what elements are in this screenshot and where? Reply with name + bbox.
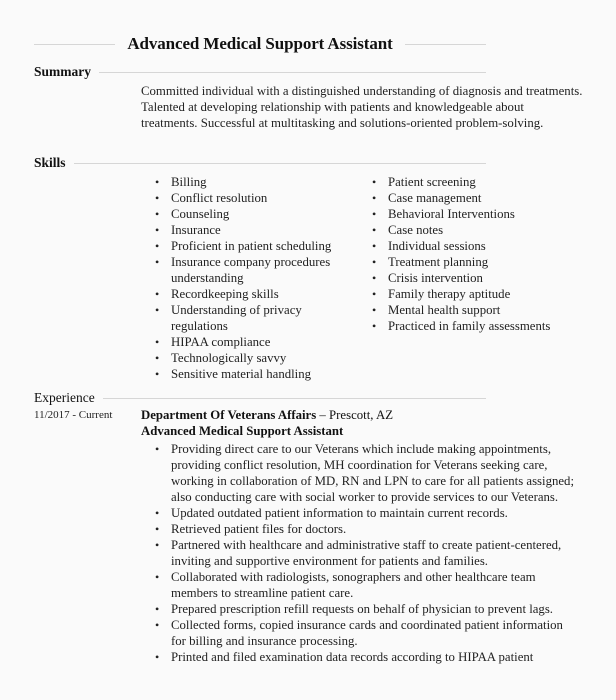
bullet-icon: •	[155, 191, 160, 205]
bullet-icon: •	[372, 175, 377, 189]
bullet-icon: •	[155, 570, 160, 584]
skills-heading: Skills	[34, 155, 66, 170]
skill-item-text: Sensitive material handling	[171, 367, 312, 381]
skill-item-text: Counseling	[171, 207, 230, 221]
job-bullet-text: Collaborated with radiologists, sonographers and other healthcare team members to streamline patient care.	[171, 570, 536, 600]
skill-item	[368, 222, 588, 238]
bullet-icon: •	[372, 223, 377, 237]
skill-item	[151, 206, 351, 222]
skills-section-header	[34, 155, 486, 171]
job-employer: Department Of Veterans Affairs	[141, 408, 317, 422]
skill-item-text: Crisis intervention	[388, 271, 483, 285]
skills-column-right	[368, 174, 588, 334]
bullet-icon: •	[155, 287, 160, 301]
skill-item	[151, 366, 351, 382]
job-dates: 11/2017 - Current	[34, 409, 113, 421]
job-employer-line	[141, 408, 393, 423]
job-bullet	[151, 601, 581, 617]
skill-item-text: Case management	[388, 191, 482, 205]
skill-item-text: Conflict resolution	[171, 191, 268, 205]
job-responsibilities	[151, 441, 581, 665]
summary-rule	[99, 72, 486, 73]
job-bullet-text: Printed and filed examination data records according to HIPAA patient	[171, 650, 534, 664]
skill-item-text: Patient screening	[388, 175, 476, 189]
bullet-icon: •	[155, 618, 160, 632]
skill-item-text: Mental health support	[388, 303, 501, 317]
employer-separator: –	[319, 408, 326, 422]
bullet-icon: •	[372, 191, 377, 205]
skill-item-text: Technologically savvy	[171, 351, 287, 365]
job-bullet	[151, 505, 581, 521]
skills-rule	[74, 163, 486, 164]
skill-item	[368, 270, 588, 286]
skill-item	[151, 190, 351, 206]
job-bullet-text: Partnered with healthcare and administrative staff to create patient-centered, inviting and supportive environment for patients and families.	[171, 538, 562, 568]
summary-text: Committed individual with a distinguished understanding of diagnosis and treatments. Talented at developing relationship with patients and knowledgeable about treatments. Successful at multitasking and solutions-oriented problem-solving.	[141, 84, 583, 130]
skill-item-text: HIPAA compliance	[171, 335, 271, 349]
bullet-icon: •	[155, 650, 160, 664]
bullet-icon: •	[155, 538, 160, 552]
bullet-icon: •	[155, 522, 160, 536]
skills-list-right	[368, 174, 588, 334]
bullet-icon: •	[372, 255, 377, 269]
bullet-icon: •	[372, 271, 377, 285]
bullet-icon: •	[372, 319, 377, 333]
skill-item	[368, 318, 588, 334]
skill-item	[151, 254, 351, 286]
skill-item	[151, 334, 351, 350]
skills-column-left	[151, 174, 351, 382]
skill-item	[151, 174, 351, 190]
job-bullet	[151, 569, 581, 601]
resume-title: Advanced Medical Support Assistant	[127, 34, 393, 53]
skill-item	[368, 286, 588, 302]
bullet-icon: •	[155, 239, 160, 253]
job-bullet-text: Prepared prescription refill requests on behalf of physician to prevent lags.	[171, 602, 554, 616]
job-bullet	[151, 649, 581, 665]
bullet-icon: •	[155, 255, 160, 269]
experience-section-header	[34, 390, 486, 406]
experience-heading: Experience	[34, 390, 95, 405]
skill-item-text: Treatment planning	[388, 255, 489, 269]
bullet-icon: •	[155, 367, 160, 381]
bullet-icon: •	[155, 442, 160, 456]
skill-item-text: Case notes	[388, 223, 444, 237]
skill-item-text: Proficient in patient scheduling	[171, 239, 332, 253]
skill-item-text: Individual sessions	[388, 239, 486, 253]
bullet-icon: •	[372, 287, 377, 301]
title-rule-right	[405, 44, 486, 45]
skill-item	[368, 254, 588, 270]
skill-item	[368, 190, 588, 206]
job-bullet-text: Collected forms, copied insurance cards and coordinated patient information for billing and insurance processing.	[171, 618, 563, 648]
skill-item-text: Billing	[171, 175, 207, 189]
bullet-icon: •	[155, 602, 160, 616]
bullet-icon: •	[155, 506, 160, 520]
skill-item-text: Family therapy aptitude	[388, 287, 511, 301]
job-bullet-text: Retrieved patient files for doctors.	[171, 522, 347, 536]
job-title: Advanced Medical Support Assistant	[141, 424, 344, 438]
skills-list-left	[151, 174, 351, 382]
skill-item	[368, 174, 588, 190]
skill-item-text: Behavioral Interventions	[388, 207, 515, 221]
experience-rule	[103, 398, 486, 399]
skill-item	[368, 302, 588, 318]
bullet-icon: •	[372, 239, 377, 253]
title-rule-left	[34, 44, 115, 45]
skill-item	[151, 286, 351, 302]
job-bullet	[151, 441, 581, 505]
skill-item	[151, 302, 351, 334]
skill-item	[368, 206, 588, 222]
job-bullet	[151, 537, 581, 569]
job-bullet-list	[151, 441, 581, 665]
skill-item-text: Recordkeeping skills	[171, 287, 279, 301]
bullet-icon: •	[155, 351, 160, 365]
job-bullet-text: Providing direct care to our Veterans which include making appointments, providing conflict resolution, MH coordination for Veterans seeking care, working in collaboration of MD, RN and LPN to care for all patients assigned; also conducting care with social worker to provide services to our Veterans.	[171, 442, 575, 504]
bullet-icon: •	[155, 335, 160, 349]
skill-item	[151, 350, 351, 366]
bullet-icon: •	[155, 207, 160, 221]
skill-item-text: Practiced in family assessments	[388, 319, 551, 333]
skill-item	[368, 238, 588, 254]
bullet-icon: •	[155, 175, 160, 189]
bullet-icon: •	[155, 303, 160, 317]
skill-item-text: Insurance company procedures understanding	[171, 255, 331, 285]
bullet-icon: •	[372, 207, 377, 221]
bullet-icon: •	[372, 303, 377, 317]
resume-title-row	[34, 34, 486, 54]
skill-item-text: Understanding of privacy regulations	[171, 303, 302, 333]
job-location: Prescott, AZ	[329, 408, 394, 422]
job-bullet-text: Updated outdated patient information to maintain current records.	[171, 506, 508, 520]
summary-section-header	[34, 64, 486, 80]
skill-item	[151, 238, 351, 254]
summary-heading: Summary	[34, 64, 91, 79]
skill-item	[151, 222, 351, 238]
job-bullet	[151, 521, 581, 537]
job-bullet	[151, 617, 581, 649]
bullet-icon: •	[155, 223, 160, 237]
skill-item-text: Insurance	[171, 223, 221, 237]
